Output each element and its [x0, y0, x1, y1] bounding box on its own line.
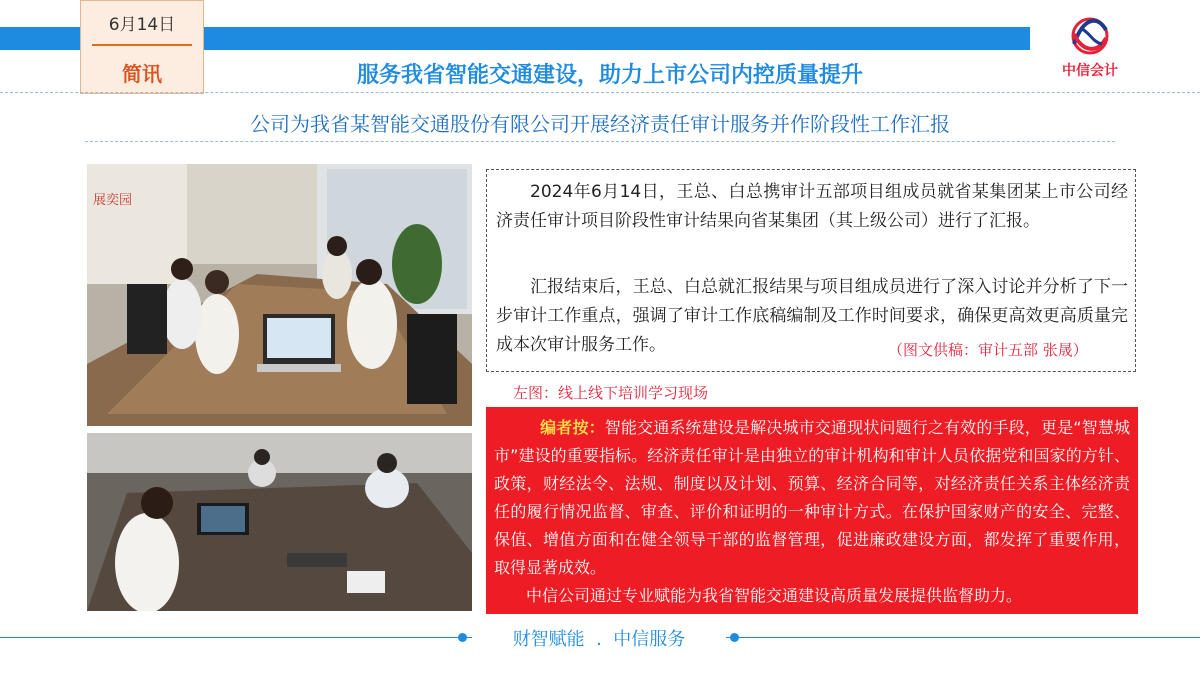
footer-dot-left	[458, 633, 467, 642]
logo-text: 中信会计	[1062, 63, 1118, 79]
meeting-photo-top	[87, 164, 472, 426]
section-label: 简讯	[122, 62, 162, 86]
report-paragraph-1: 2024年6月14日，王总、白总携审计五部项目组成员就省某集团某上市公司经济责任审计项目阶段性审计结果向省某集团（其上级公司）进行了汇报。	[496, 182, 1128, 231]
date-label: 6月14日	[108, 15, 176, 35]
photo-caption: 左图：线上线下培训学习现场	[513, 384, 709, 402]
article-subtitle: 公司为我省某智能交通股份有限公司开展经济责任审计服务并作阶段性工作汇报	[250, 112, 950, 136]
date-divider	[92, 44, 192, 46]
photo-credit: （图文供稿：审计五部 张晟）	[888, 341, 1088, 359]
report-paragraph-2: 汇报结束后，王总、白总就汇报结果与项目组成员进行了深入讨论并分析了下一步审计工作重点，强调了审计工作底稿编制及工作时间要求，确保更高效更高质量完成本次审计服务工作。	[496, 277, 1128, 355]
footer-slogan: 财智赋能 . 中信服务	[512, 629, 686, 650]
subtitle-divider	[85, 141, 1115, 142]
svg-text:展奕园: 展奕园	[93, 193, 133, 208]
editor-note-text: 编者按：智能交通系统建设是解决城市交通现状问题行之有效的手段，更是“智慧城市”建设的重要指标。经济责任审计是由独立的审计机构和审计人员依据党和国家的方针、政策，财经法令、法规、制度以及计划、预算、经济合同等，对经济责任关系主体经济责任的履行情况监督、审查、评价和证明的一种审计方式。在保护国家财产的安全、完整、保值、增值方面和在健全领导干部的监督管理，促进廉政建设方面，都发挥了重要作用，取得显著成效。	[494, 418, 1130, 577]
editor-note-label: 编者按：	[540, 418, 605, 437]
meeting-photo-bottom	[87, 433, 472, 611]
headline: 服务我省智能交通建设，助力上市公司内控质量提升	[356, 63, 863, 88]
editor-note-closing: 中信公司通过专业赋能为我省智能交通建设高质量发展提供监督助力。	[526, 586, 1023, 605]
footer-dot-right	[730, 633, 739, 642]
header-divider	[0, 92, 1200, 93]
